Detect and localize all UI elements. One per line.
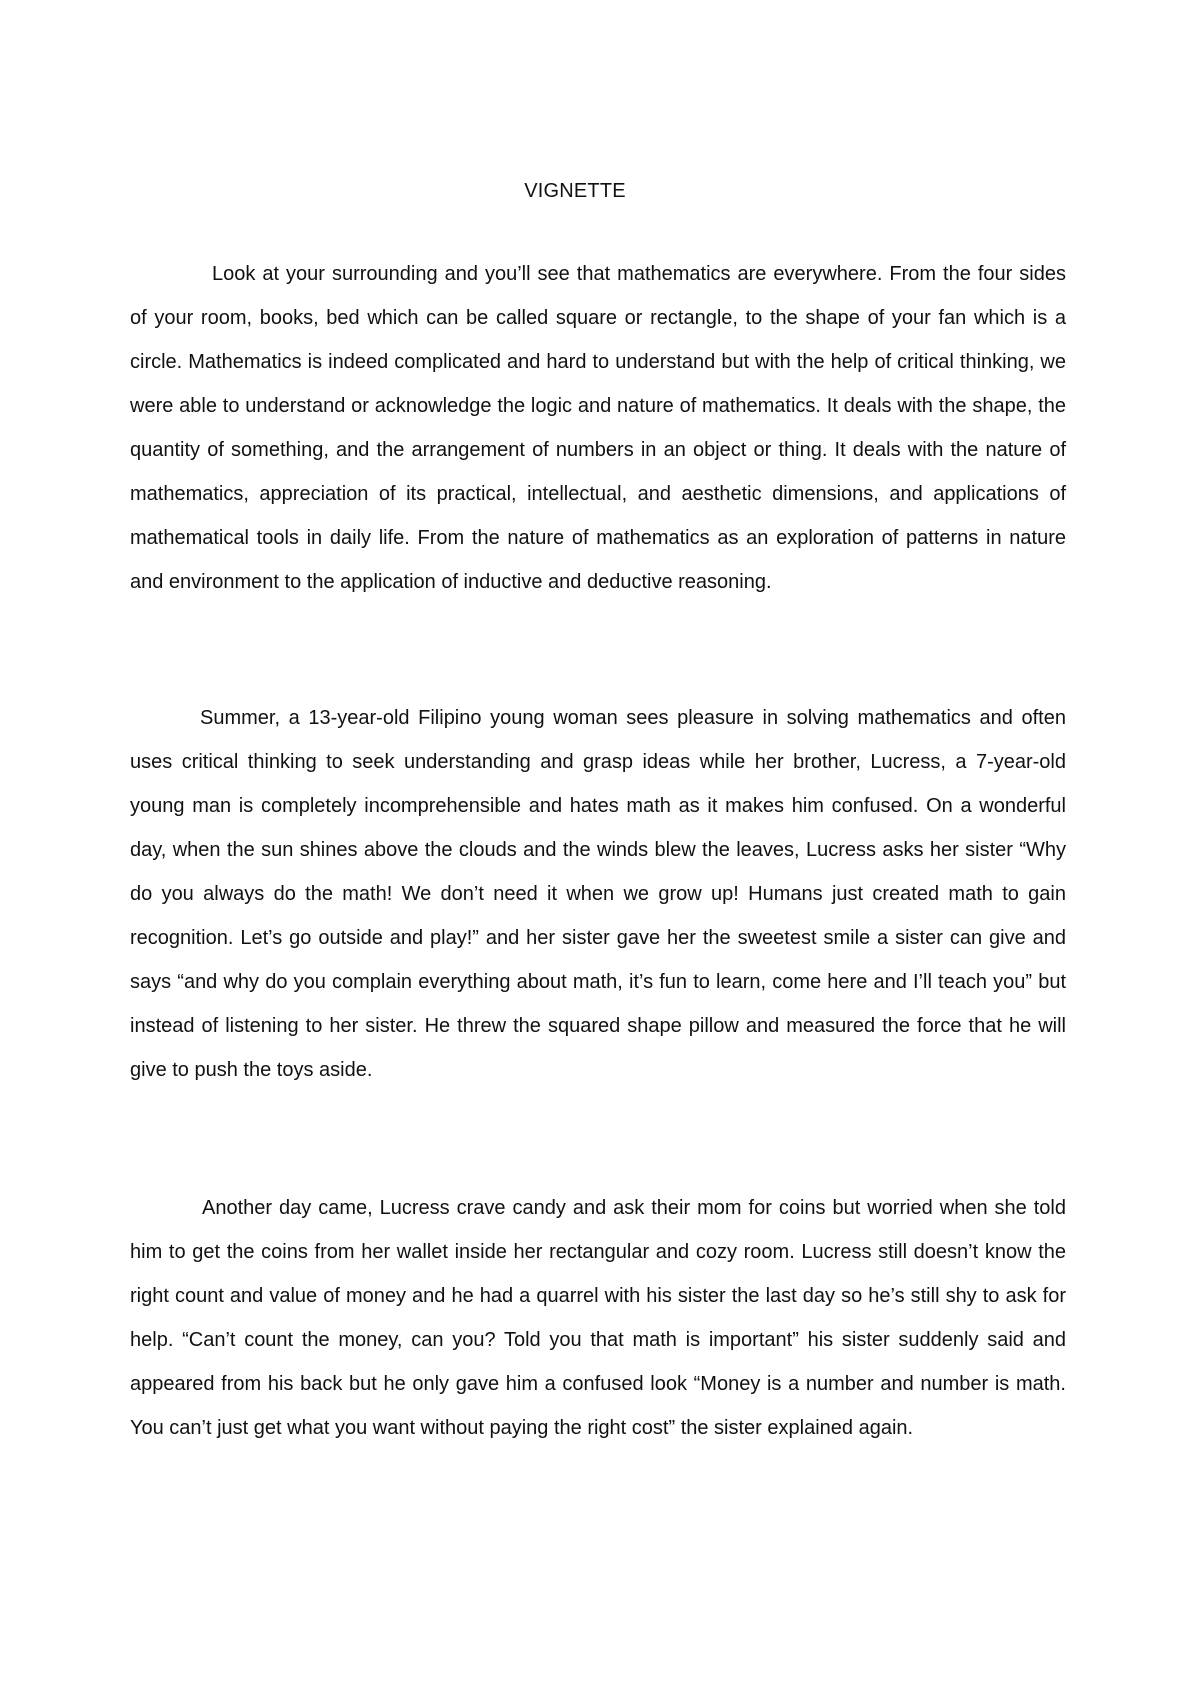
paragraph-another-day: Another day came, Lucress crave candy and ask their mom for coins but worried when she told him to get the coins from her wallet inside her rectangular and cozy room. Lucress still doesn’t know the right count and value of money and he had a quarrel with his sister the last day so he’s still shy to ask for help. “Can’t count the money, can you? Told you that math is important” his sister suddenly said and appeared from his back but he only gave him a confused look “Money is a number and number is math. You can’t just get what you want without paying the right cost” the sister explained again. (130, 1197, 1066, 1439)
paragraph-intro: Look at your surrounding and you’ll see that mathematics are everywhere. From the four sides of your room, books, bed which can be called square or rectangle, to the shape of your fan which is a circle. Mathematics is indeed complicated and hard to understand but with the help of critical thinking, we were able to understand or acknowledge the logic and nature of mathematics. It deals with the shape, the quantity of something, and the arrangement of numbers in an object or thing. It deals with the nature of mathematics, appreciation of its practical, intellectual, and aesthetic dimensions, and applications of mathematical tools in daily life. From the nature of mathematics as an exploration of patterns in nature and environment to the application of inductive and deductive reasoning. (130, 263, 1066, 593)
paragraph-summer: Summer, a 13-year-old Filipino young woman sees pleasure in solving mathematics and often uses critical thinking to seek understanding and grasp ideas while her brother, Lucress, a 7-year-old young man is completely incomprehensible and hates math as it makes him confused. On a wonderful day, when the sun shines above the clouds and the winds blew the leaves, Lucress asks her sister “Why do you always do the math! We don’t need it when we grow up! Humans just created math to gain recognition. Let’s go outside and play!” and her sister gave her the sweetest smile a sister can give and says “and why do you complain everything about math, it’s fun to learn, come here and I’ll teach you” but instead of listening to her sister. He threw the squared shape pillow and measured the force that he will give to push the toys aside. (130, 707, 1066, 1081)
page-title: VIGNETTE (524, 180, 626, 202)
